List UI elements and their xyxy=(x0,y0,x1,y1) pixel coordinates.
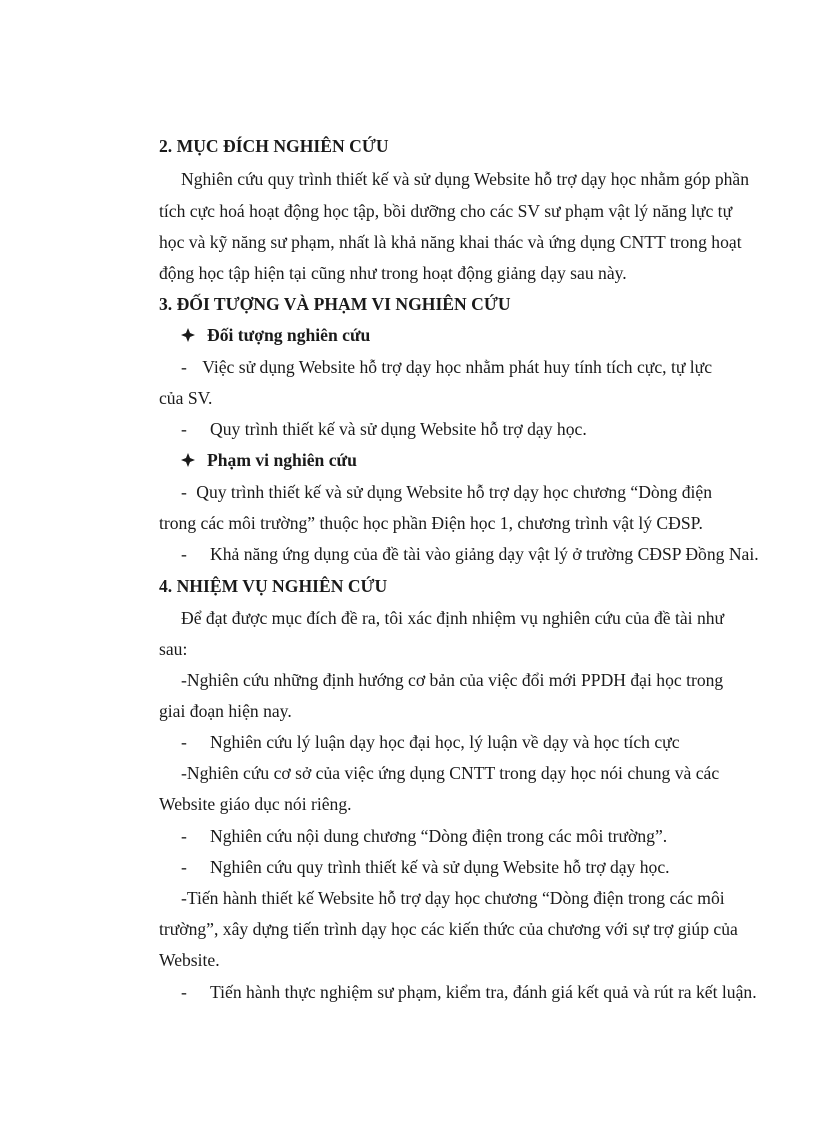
list-item-text: Khả năng ứng dụng của đề tài vào giảng dạy vật lý ở trường CĐSP Đồng Nai. xyxy=(210,544,759,564)
section-3-heading: 3. ĐỐI TƯỢNG VÀ PHẠM VI NGHIÊN CỨU xyxy=(159,294,511,314)
list-item xyxy=(181,418,712,440)
dash-bullet: - xyxy=(181,544,187,564)
list-item-text: Nghiên cứu những định hướng cơ bản của việc đổi mới PPDH đại học trong xyxy=(186,670,724,690)
dash-bullet: - xyxy=(181,419,187,439)
list-item xyxy=(181,356,712,378)
list-item-continuation: Website. xyxy=(159,950,220,970)
subheading-object xyxy=(181,324,712,346)
section-4-heading: 4. NHIỆM VỤ NGHIÊN CỨU xyxy=(159,576,388,596)
list-item-text: Nghiên cứu nội dung chương “Dòng điện trong các môi trường”. xyxy=(210,826,668,846)
subheading-label: Đối tượng nghiên cứu xyxy=(207,325,371,345)
diamond-bullet-icon xyxy=(181,328,195,342)
list-item xyxy=(181,543,759,565)
subheading-scope xyxy=(181,449,712,471)
list-item-continuation: giai đoạn hiện nay. xyxy=(159,701,292,721)
dash-bullet: - xyxy=(181,763,187,783)
paragraph-line: sau: xyxy=(159,639,188,659)
list-item xyxy=(181,981,757,1003)
paragraph-line: động học tập hiện tại cũng như trong hoạt động giảng dạy sau này. xyxy=(159,263,627,283)
dash-bullet: - xyxy=(181,670,187,690)
section-2-heading: 2. MỤC ĐÍCH NGHIÊN CỨU xyxy=(159,136,389,156)
list-item-text: Quy trình thiết kế và sử dụng Website hỗ trợ dạy học. xyxy=(210,419,587,439)
paragraph-line: học và kỹ năng sư phạm, nhất là khả năng khai thác và ứng dụng CNTT trong hoạt xyxy=(159,232,742,252)
dash-bullet: - xyxy=(181,732,187,752)
list-item-continuation: trong các môi trường” thuộc học phần Điện học 1, chương trình vật lý CĐSP. xyxy=(159,513,703,533)
subheading-label: Phạm vi nghiên cứu xyxy=(207,450,357,470)
list-item-text: Tiến hành thiết kế Website hỗ trợ dạy học chương “Dòng điện trong các môi xyxy=(186,888,725,908)
dash-bullet: - xyxy=(181,888,187,908)
list-item xyxy=(181,825,712,847)
list-item xyxy=(181,762,720,784)
list-item xyxy=(181,731,712,753)
list-item-text: Nghiên cứu cơ sở của việc ứng dụng CNTT trong dạy học nói chung và các xyxy=(186,763,720,783)
list-item-text: Việc sử dụng Website hỗ trợ dạy học nhằm phát huy tính tích cực, tự lực xyxy=(202,357,712,377)
dash-bullet: - xyxy=(181,857,187,877)
list-item-continuation: của SV. xyxy=(159,388,213,408)
paragraph-line: Nghiên cứu quy trình thiết kế và sử dụng Website hỗ trợ dạy học nhằm góp phần xyxy=(181,169,750,189)
list-item xyxy=(181,669,724,691)
list-item xyxy=(181,887,725,909)
dash-bullet: - xyxy=(181,482,187,502)
dash-bullet: - xyxy=(181,982,187,1002)
list-item xyxy=(181,481,712,503)
list-item-continuation: Website giáo dục nói riêng. xyxy=(159,794,352,814)
dash-bullet: - xyxy=(181,826,187,846)
diamond-bullet-icon xyxy=(181,453,195,467)
paragraph-line: Để đạt được mục đích đề ra, tôi xác định nhiệm vụ nghiên cứu của đề tài như xyxy=(181,608,725,628)
list-item-text: Quy trình thiết kế và sử dụng Website hỗ trợ dạy học chương “Dòng điện xyxy=(196,482,712,502)
list-item-text: Nghiên cứu lý luận dạy học đại học, lý luận về dạy và học tích cực xyxy=(210,732,680,752)
dash-bullet: - xyxy=(181,357,187,377)
list-item xyxy=(181,856,712,878)
list-item-continuation: trường”, xây dựng tiến trình dạy học các kiến thức của chương với sự trợ giúp của xyxy=(159,919,738,939)
paragraph-line: tích cực hoá hoạt động học tập, bồi dưỡng cho các SV sư phạm vật lý năng lực tự xyxy=(159,201,733,221)
list-item-text: Nghiên cứu quy trình thiết kế và sử dụng Website hỗ trợ dạy học. xyxy=(210,857,670,877)
list-item-text: Tiến hành thực nghiệm sư phạm, kiểm tra, đánh giá kết quả và rút ra kết luận. xyxy=(210,982,757,1002)
